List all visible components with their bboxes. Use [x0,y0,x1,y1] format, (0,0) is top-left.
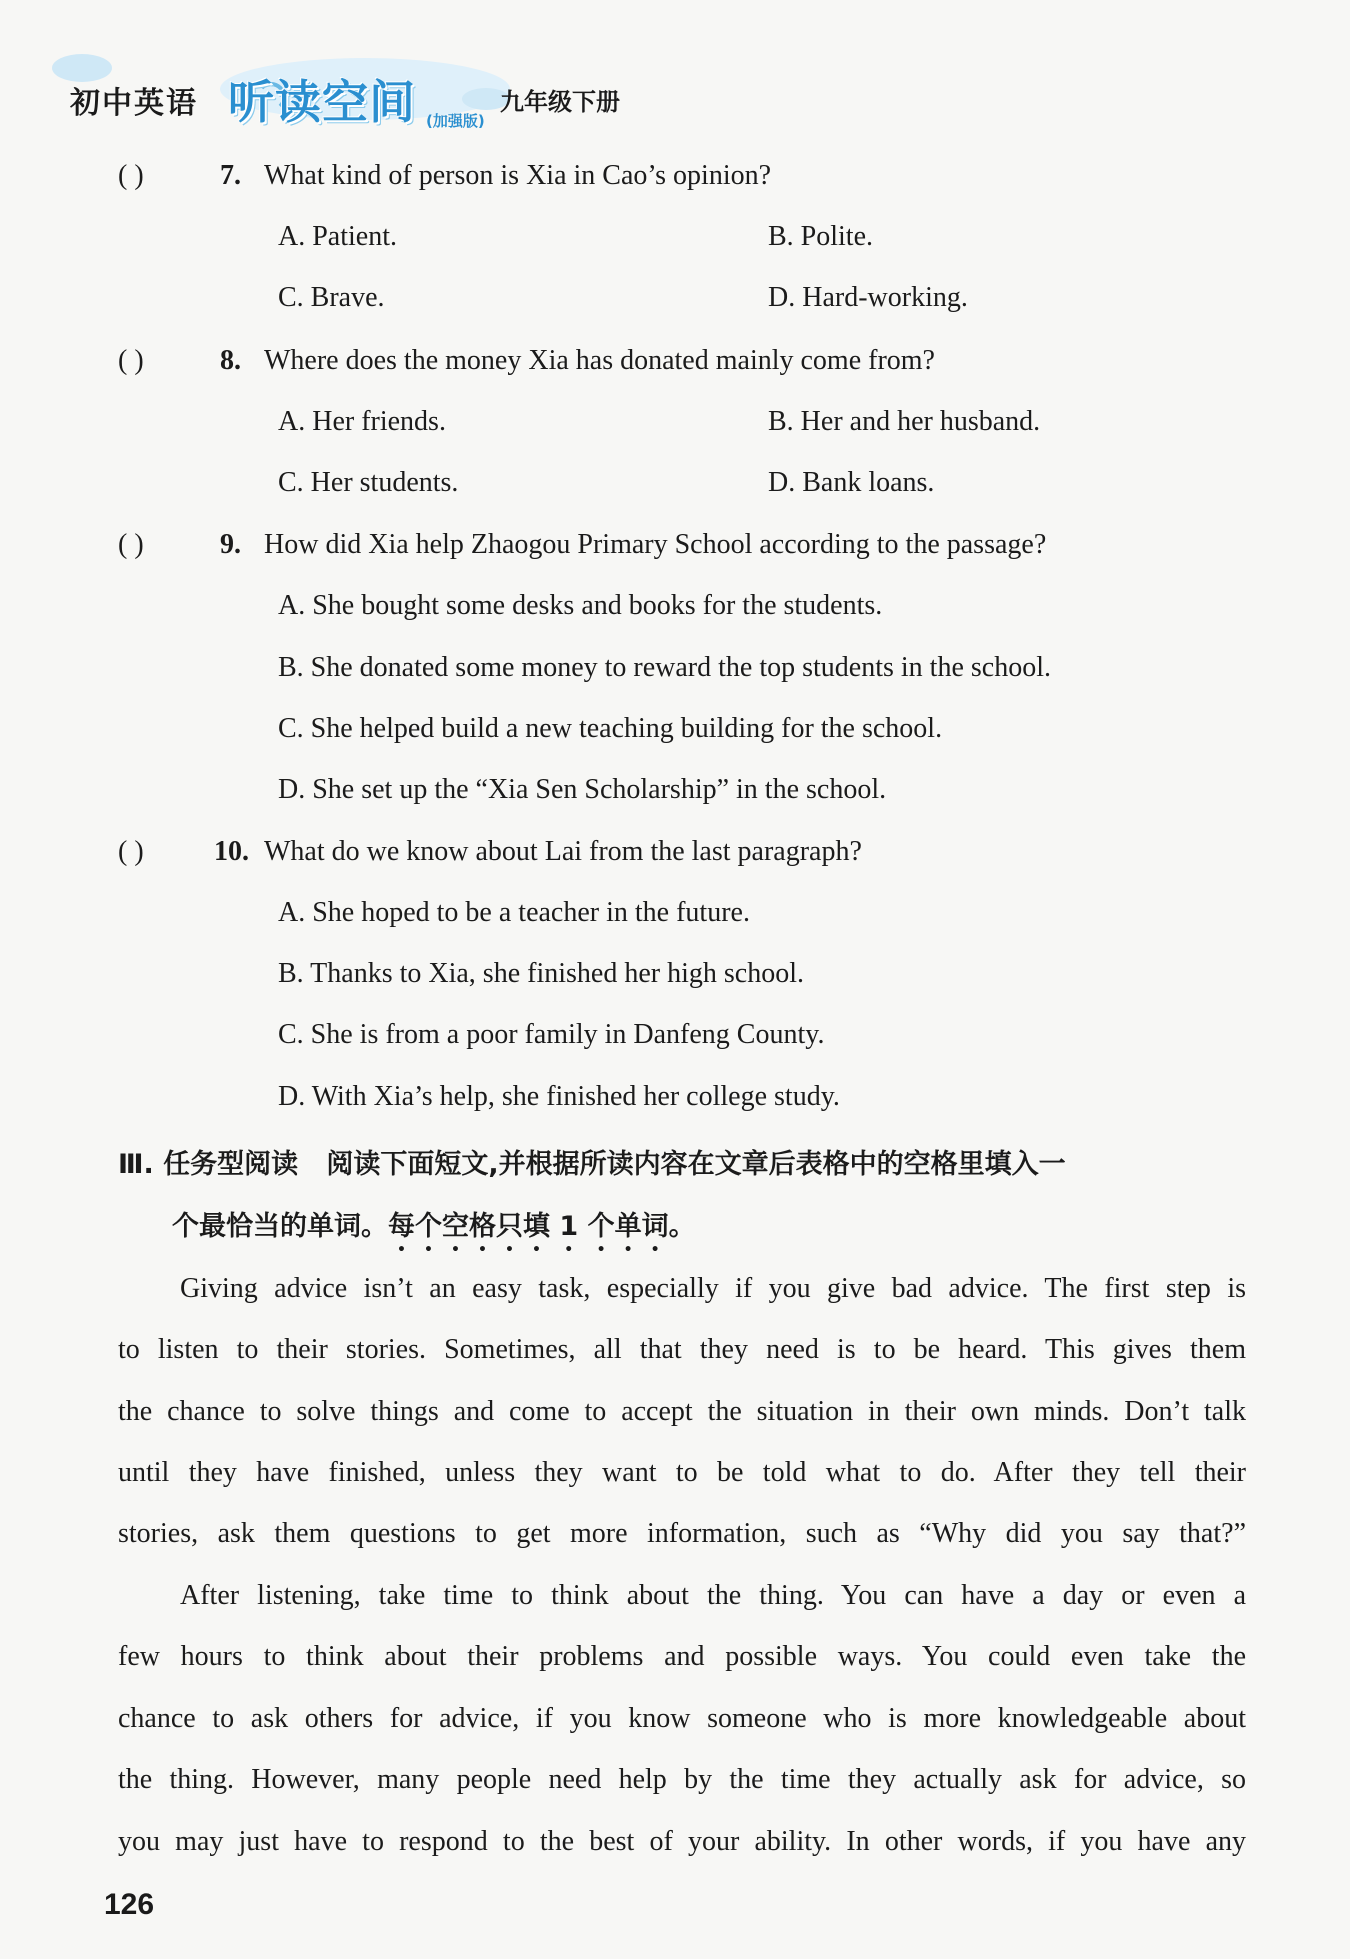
section-instruction-continued: 个最恰当的单词。每个空格只填 1 个单词。 [172,1211,696,1242]
answer-blank[interactable]: ( ) [118,160,144,191]
passage-line: you may just have to respond to the best of your ability. In other words, if you have any [118,1826,1246,1857]
option-c: C. She helped build a new teaching building for the school. [278,713,943,744]
question-stem: How did Xia help Zhaogou Primary School according to the passage? [264,529,1047,560]
passage-line: the thing. However, many people need help by the time they actually ask for advice, so [118,1764,1246,1795]
option-a: A. She hoped to be a teacher in the future. [278,897,750,928]
option-d: D. She set up the “Xia Sen Scholarship” in the school. [278,774,887,805]
question-number: 7. [220,160,241,191]
question-stem: Where does the money Xia has donated mainly come from? [264,345,935,376]
series-title: 初中英语 [70,86,198,121]
answer-blank[interactable]: ( ) [118,529,144,560]
question-stem: What do we know about Lai from the last paragraph? [264,836,862,867]
page-header [70,60,1070,140]
section-title [118,1142,1066,1181]
passage-line: Giving advice isn’t an easy task, especially if you give bad advice. The first step is [180,1273,1246,1304]
option-c: C. Her students. [278,467,459,498]
question-10 [118,836,862,868]
option-b: B. She donated some money to reward the top students in the school. [278,652,1051,683]
page-number: 126 [104,1888,155,1921]
question-number: 9. [220,529,241,560]
option-c: C. She is from a poor family in Danfeng County. [278,1019,825,1050]
option-d: D. Hard-working. [768,282,968,313]
option-c: C. Brave. [278,282,385,313]
emphasis-text: 每个空格只填 1 个单词 [388,1211,669,1242]
option-d: D. With Xia’s help, she finished her college study. [278,1081,840,1112]
question-stem: What kind of person is Xia in Cao’s opinion? [264,160,772,191]
passage-line: to listen to their stories. Sometimes, all that they need is to be heard. This gives them [118,1334,1246,1365]
option-b: B. Her and her husband. [768,406,1041,437]
option-b: B. Thanks to Xia, she finished her high school. [278,958,804,989]
question-9 [118,529,1046,561]
option-a: A. Patient. [278,221,397,252]
question-7 [118,160,771,192]
grade-label: 九年级下册 [500,88,620,116]
passage-line: stories, ask them questions to get more information, such as “Why did you say that?” [118,1518,1246,1549]
section-numeral: Ⅲ. [118,1149,164,1180]
brand-logo: 听读空间 [228,75,416,129]
edition-label: (加强版) [426,112,485,130]
passage-line: chance to ask others for advice, if you know someone who is more knowledgeable about [118,1703,1246,1734]
section-heading: 任务型阅读 [163,1149,299,1180]
answer-blank[interactable]: ( ) [118,836,144,867]
passage-line: until they have finished, unless they want to be told what to do. After they tell their [118,1457,1246,1488]
question-8 [118,345,935,377]
question-number: 10. [214,836,249,867]
option-d: D. Bank loans. [768,467,935,498]
option-a: A. She bought some desks and books for the students. [278,590,883,621]
section-instruction: 阅读下面短文,并根据所读内容在文章后表格中的空格里填入一 [326,1149,1066,1180]
option-a: A. Her friends. [278,406,446,437]
option-b: B. Polite. [768,221,874,252]
answer-blank[interactable]: ( ) [118,345,144,376]
passage-line: the chance to solve things and come to accept the situation in their own minds. Don’t talk [118,1396,1246,1427]
question-number: 8. [220,345,241,376]
passage-line: After listening, take time to think about the thing. You can have a day or even a [180,1580,1246,1611]
passage-line: few hours to think about their problems and possible ways. You could even take the [118,1641,1246,1672]
